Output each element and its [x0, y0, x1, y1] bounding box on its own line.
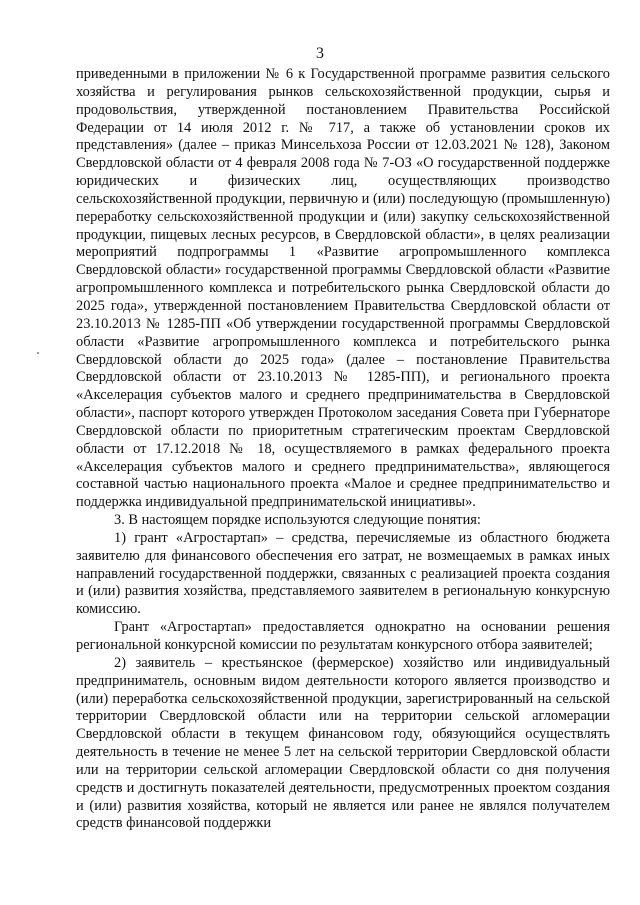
page-number: 3 — [316, 45, 324, 62]
paragraph-grant-once: Грант «Агростартап» предоставляется однократно на основании решения региональной конкурсной комиссии по результатам конкурсного отбора заявителей; — [76, 619, 610, 653]
margin-speck — [37, 352, 39, 354]
paragraph-legal-basis: приведенными в приложении № 6 к Государственной программе развития сельского хозяйства и регулирования рынков сельскохозяйственной продукции, сырья и продовольствия, утвержденной постановлением Правительства Российской Федерации от 14 июля 2012 г. № 717, а также об установлении сроков их представления» (далее – приказ Минсельхоза России от 12.03.2021 № 128), Законом Свердловской области от 4 февраля 2008 года № 7-ОЗ «О государственной поддержке юридических и физических лиц, осуществляющих производство сельскохозяйственной продукции, первичную и (или) последующую (промышленную) переработку сельскохозяйственной продукции и (или) закупку сельскохозяйственной продукции, пищевых лесных ресурсов, в Свердловской области», в целях реализации мероприятий подпрограммы 1 «Развитие агропромышленного комплекса Свердловской области» государственной программы Свердловской области «Развитие агропромышленного комплекса и потребительского рынка Свердловской области до 2025 года», утвержденной постановлением Правительства Свердловской области от 23.10.2013 № 1285-ПП «Об утверждении государственной программы Свердловской области «Развитие агропромышленного комплекса и потребительского рынка Свердловской области до 2025 года» (далее – постановление Правительства Свердловской области от 23.10.2013 № 1285-ПП), и регионального проекта «Акселерация субъектов малого и среднего предпринимательства в Свердловской области», паспорт которого утвержден Протоколом заседания Совета при Губернаторе Свердловской области по приоритетным стратегическим проектам Свердловской области от 17.12.2018 № 18, осуществляемого в рамках федерального проекта «Акселерация субъектов малого и среднего предпринимательства», являющегося составной частью национального проекта «Малое и среднее предпринимательство и поддержка индивидуальной предпринимательской инициативы». — [76, 66, 610, 511]
paragraph-item-3: 3. В настоящем порядке используются следующие понятия: — [114, 512, 481, 529]
document-body — [76, 66, 610, 833]
paragraph-definition-grant: 1) грант «Агростартап» – средства, перечисляемые из областного бюджета заявителю для финансового обеспечения его затрат, не возмещаемых в рамках иных направлений государственной поддержки, связанных с реализацией проекта создания и (или) развития хозяйства, представляемого заявителем в региональную конкурсную комиссию. — [76, 529, 610, 618]
paragraph-definition-applicant: 2) заявитель – крестьянское (фермерское) хозяйство или индивидуальный предприниматель, основным видом деятельности которого является производство и (или) переработка сельскохозяйственной продукции, зарегистрированный на сельской территории Свердловской области или на территории сельской агломерации Свердловской области в текущем финансовом году, обязующийся осуществлять деятельность в течение не менее 5 лет на сельской территории Свердловской области или на территории сельской агломерации Свердловской области со дня получения средств и достигнуть показателей деятельности, предусмотренных проектом создания и (или) развития хозяйства, который не является или ранее не являлся получателем средств финансовой поддержки — [76, 654, 610, 832]
